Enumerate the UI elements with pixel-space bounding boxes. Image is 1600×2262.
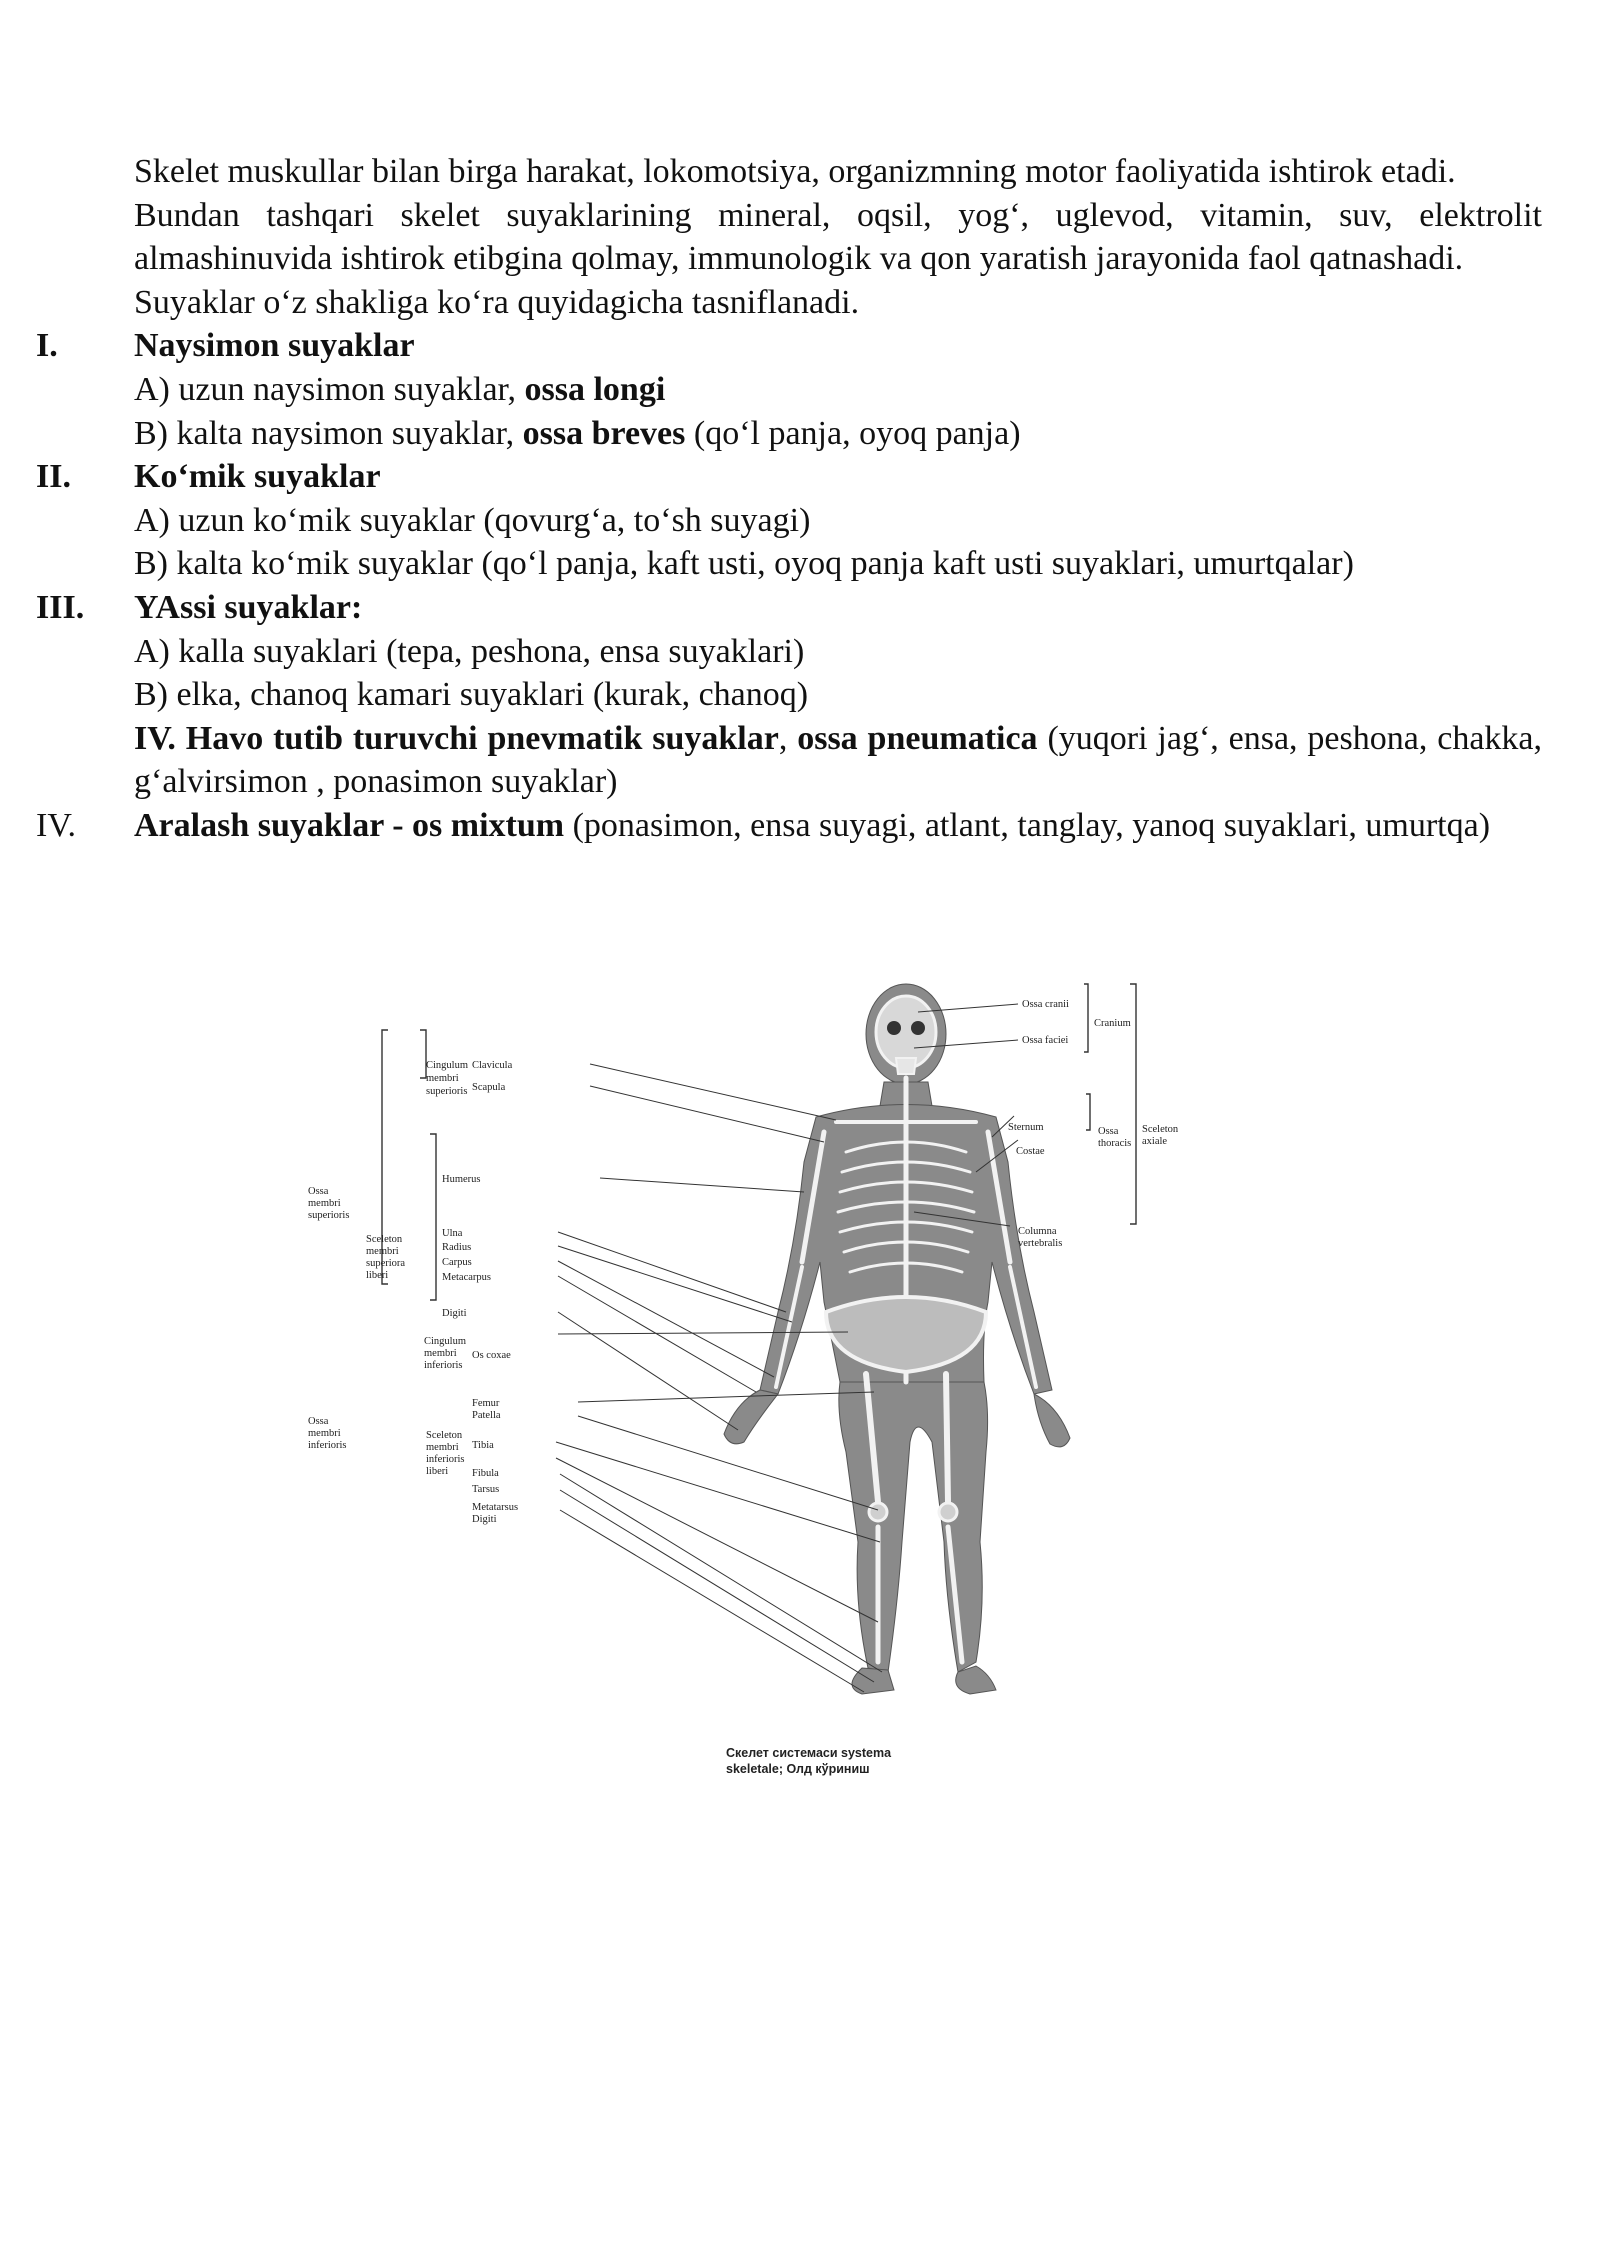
section-1-item-b	[36, 412, 1542, 456]
label-digiti-hand: Digiti	[442, 1308, 467, 1319]
section-3-item-b: B) elka, chanoq kamari suyaklari (kurak, chanoq)	[134, 676, 809, 714]
section-2-title: Ko‘mik suyaklar	[134, 458, 381, 496]
label-clavicula: Clavicula	[472, 1060, 513, 1071]
label-columna-2: vertebralis	[1018, 1238, 1063, 1249]
section-1-title: Naysimon suyaklar	[134, 327, 415, 365]
label-skeleton-axiale-1: Sceleton	[1142, 1124, 1179, 1135]
section-3-iv-term: ossa pneumatica	[797, 719, 1038, 757]
label-cingulum-inf-3: inferioris	[424, 1360, 463, 1371]
section-2-number: II.	[36, 458, 71, 496]
brackets	[382, 984, 1136, 1300]
label-scapula: Scapula	[472, 1082, 506, 1093]
section-1-item-b-tail: (qo‘l panja, oyoq panja)	[685, 414, 1021, 452]
label-tarsus: Tarsus	[472, 1484, 500, 1495]
label-cranium: Cranium	[1094, 1018, 1131, 1029]
skeleton-bones	[776, 996, 1036, 1662]
paragraph-2: Bundan tashqari skelet suyaklarining mineral, oqsil, yog‘, uglevod, vitamin, suv, elektrolit almashinuvida ishtirok etibgina qolmay, immunologik va qon yaratish jarayonida faol qatnashadi.	[134, 196, 1542, 278]
skeleton-diagram	[308, 982, 1206, 1776]
paragraph-3: Suyaklar o‘z shakliga ko‘ra quyidagicha tasniflanadi.	[134, 283, 860, 321]
label-ossa-thoracis-2: thoracis	[1098, 1138, 1132, 1149]
label-metatarsus: Metatarsus	[472, 1502, 519, 1513]
section-1-item-a-text: A) uzun naysimon suyaklar,	[134, 370, 525, 408]
label-cingulum-sup-2: membri	[426, 1073, 459, 1084]
label-sceleton-inf-3: inferioris	[426, 1454, 465, 1465]
section-2-item-a: A) uzun ko‘mik suyaklar (qovurg‘a, to‘sh suyagi)	[134, 501, 811, 539]
label-sceleton-inf-2: membri	[426, 1442, 459, 1453]
label-cingulum-sup-3: superioris	[426, 1086, 468, 1097]
section-2-heading	[36, 455, 1542, 499]
label-ossa-cranii: Ossa cranii	[1022, 999, 1069, 1010]
label-femur: Femur	[472, 1398, 500, 1409]
label-ossa-inf-3: inferioris	[308, 1440, 347, 1451]
label-metacarpus: Metacarpus	[442, 1272, 491, 1283]
label-ulna: Ulna	[442, 1228, 463, 1239]
label-sceleton-sup-2: membri	[366, 1246, 399, 1257]
figure-labels	[308, 999, 1179, 1525]
label-skeleton-axiale-2: axiale	[1142, 1136, 1168, 1147]
label-sceleton-inf-1: Sceleton	[426, 1430, 463, 1441]
section-4-tail: (ponasimon, ensa suyagi, atlant, tanglay, yanoq suyaklari, umurtqa)	[564, 806, 1491, 844]
document-body	[36, 150, 1542, 848]
label-sceleton-inf-4: liberi	[426, 1466, 449, 1477]
paragraph-1: Skelet muskullar bilan birga harakat, lokomotsiya, organizmning motor faoliyatida ishtirok etadi.	[134, 153, 1456, 190]
label-sceleton-sup-4: liberi	[366, 1270, 389, 1281]
label-cingulum-inf-2: membri	[424, 1348, 457, 1359]
section-1-heading	[36, 324, 1542, 368]
section-4	[36, 804, 1542, 848]
label-ossa-thoracis-1: Ossa	[1098, 1126, 1119, 1137]
section-1-number: I.	[36, 327, 58, 365]
label-humerus: Humerus	[442, 1174, 481, 1185]
label-costae: Costae	[1016, 1146, 1045, 1157]
label-carpus: Carpus	[442, 1257, 472, 1268]
section-1-item-a	[36, 368, 1542, 412]
section-3-item-a: A) kalla suyaklari (tepa, peshona, ensa suyaklari)	[134, 632, 805, 670]
section-2-item-b: B) kalta ko‘mik suyaklar (qo‘l panja, kaft usti, oyoq panja kaft usti suyaklari, umurtqalar)	[134, 545, 1354, 583]
label-digiti-foot: Digiti	[472, 1514, 497, 1525]
label-sternum: Sternum	[1008, 1122, 1044, 1133]
section-1-item-b-term: ossa breves	[522, 414, 686, 452]
label-cingulum-inf-1: Cingulum	[424, 1336, 467, 1347]
section-3-iv-tail: (yuqori jag‘, ensa, peshona, chakka, g‘alvirsimon , ponasimon suyaklar)	[134, 719, 1542, 801]
figure-caption-line-1: Скелет системаси systema	[726, 1746, 892, 1760]
label-ossa-inf-2: membri	[308, 1428, 341, 1439]
skeleton-figure	[308, 982, 1206, 1776]
label-ossa-inf-1: Ossa	[308, 1416, 329, 1427]
section-4-number: IV.	[36, 806, 76, 844]
label-ossa-sup-3: superioris	[308, 1210, 350, 1221]
section-3-iv-title: IV. Havo tutib turuvchi pnevmatik suyaklar	[134, 719, 779, 757]
section-4-body	[134, 804, 1542, 848]
section-3-iv-comma: ,	[778, 719, 798, 757]
label-radius: Radius	[442, 1242, 472, 1253]
section-3-number: III.	[36, 588, 85, 626]
section-3-heading	[36, 586, 1542, 630]
label-ossa-faciei: Ossa faciei	[1022, 1035, 1069, 1046]
section-3-item-iv	[36, 717, 1542, 804]
label-cingulum-sup-1: Cingulum	[426, 1060, 469, 1071]
label-os-coxae: Os coxae	[472, 1350, 511, 1361]
section-1-item-a-term: ossa longi	[524, 370, 666, 408]
label-patella: Patella	[472, 1410, 501, 1421]
section-4-title: Aralash suyaklar - os mixtum	[134, 806, 565, 844]
label-tibia: Tibia	[472, 1440, 494, 1451]
section-1-item-b-text: B) kalta naysimon suyaklar,	[134, 414, 523, 452]
section-3-title: YAssi suyaklar:	[134, 588, 363, 626]
label-sceleton-sup-1: Sceleton	[366, 1234, 403, 1245]
label-sceleton-sup-3: superiora	[366, 1258, 406, 1269]
figure-caption-line-2: skeletale; Олд кўриниш	[726, 1762, 870, 1776]
label-columna-1: Columna	[1018, 1226, 1057, 1237]
label-ossa-sup-2: membri	[308, 1198, 341, 1209]
label-fibula: Fibula	[472, 1468, 499, 1479]
label-ossa-sup-1: Ossa	[308, 1186, 329, 1197]
